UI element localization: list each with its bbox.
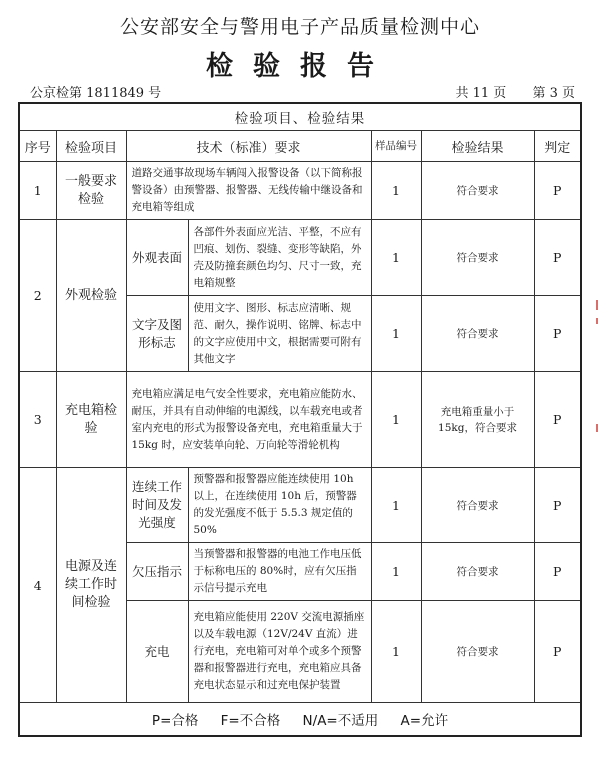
row-item: 电源及连续工作时间检验	[56, 468, 126, 703]
row-verdict: P	[534, 601, 581, 703]
row-result: 符合要求	[421, 543, 534, 601]
row-sample: 1	[371, 601, 421, 703]
row-result: 充电箱重量小于 15kg，符合要求	[421, 372, 534, 468]
legend-allowed: A=允许	[400, 713, 449, 729]
col-header-verdict: 判定	[534, 131, 581, 162]
row-seq: 1	[19, 162, 56, 220]
page-counter	[450, 82, 576, 101]
row-sample: 1	[371, 296, 421, 372]
sub-item-name: 连续工作时间及发光强度	[126, 468, 188, 543]
legend-fail: F=不合格	[220, 713, 281, 729]
edge-seal-mark	[596, 424, 598, 432]
table-caption: 检验项目、检验结果	[19, 103, 581, 131]
col-header-item: 检验项目	[56, 131, 126, 162]
edge-seal-mark	[596, 300, 598, 310]
row-verdict: P	[534, 296, 581, 372]
row-result: 符合要求	[421, 162, 534, 220]
verdict-legend	[19, 703, 581, 737]
row-verdict: P	[534, 162, 581, 220]
row-requirement: 预警器和报警器应能连续使用 10h 以上，在连续使用 10h 后，预警器的发光强度不低于 5.5.3 规定值的 50%	[188, 468, 371, 543]
row-sample: 1	[371, 162, 421, 220]
row-sample: 1	[371, 543, 421, 601]
row-item: 一般要求检验	[56, 162, 126, 220]
legend-row	[19, 703, 581, 737]
sub-item-name: 欠压指示	[126, 543, 188, 601]
row-requirement: 充电箱应能使用 220V 交流电源插座以及车载电源（12V/24V 直流）进行充电，充电箱可对单个或多个预警器和报警器进行充电，充电箱应具备充电状态显示和过充电保护装置	[188, 601, 371, 703]
report-number: 公京检第 1811849 号	[30, 86, 162, 101]
report-title: 检验报告	[206, 51, 394, 82]
row-result: 符合要求	[421, 220, 534, 296]
row-item: 外观检验	[56, 220, 126, 372]
row-seq: 2	[19, 220, 56, 372]
table-row	[19, 468, 581, 543]
edge-seal-mark	[596, 318, 598, 324]
row-verdict: P	[534, 220, 581, 296]
row-seq: 4	[19, 468, 56, 703]
row-sample: 1	[371, 220, 421, 296]
table-row	[19, 220, 581, 296]
table-row	[19, 372, 581, 468]
current-page: 第 3 页	[532, 86, 575, 101]
report-meta	[30, 82, 575, 101]
col-header-result: 检验结果	[421, 131, 534, 162]
row-sample: 1	[371, 468, 421, 543]
sub-item-name: 外观表面	[126, 220, 188, 296]
row-item: 充电箱检验	[56, 372, 126, 468]
table-row	[19, 162, 581, 220]
row-requirement: 使用文字、图形、标志应清晰、规范、耐久，操作说明、铭牌、标志中的文字应使用中文，根据需要可附有其他文字	[188, 296, 371, 372]
row-requirement: 道路交通事故现场车辆闯入报警设备（以下简称报警设备）由预警器、报警器、无线传输中继设备和充电箱等组成	[126, 162, 371, 220]
row-verdict: P	[534, 543, 581, 601]
sub-item-name: 文字及图形标志	[126, 296, 188, 372]
issuing-organization: 公安部安全与警用电子产品质量检测中心	[119, 16, 480, 38]
col-header-seq: 序号	[19, 131, 56, 162]
row-verdict: P	[534, 468, 581, 543]
row-result: 符合要求	[421, 468, 534, 543]
col-header-requirement: 技术（标准）要求	[126, 131, 371, 162]
total-pages: 共 11 页	[455, 86, 507, 101]
row-result: 符合要求	[421, 296, 534, 372]
row-sample: 1	[371, 372, 421, 468]
sub-item-name: 充电	[126, 601, 188, 703]
legend-na: N/A=不适用	[302, 713, 379, 729]
col-header-sample: 样品编号	[371, 131, 421, 162]
row-requirement: 当预警器和报警器的电池工作电压低于标称电压的 80%时，应有欠压指示信号提示充电	[188, 543, 371, 601]
row-requirement: 充电箱应满足电气安全性要求，充电箱应能防水、耐压，并具有自动伸缩的电源线，以车载充电或者室内充电的形式为报警设备充电，充电箱重量大于 15kg 时，应安装单向轮、万向轮等滑轮机构	[126, 372, 371, 468]
row-result: 符合要求	[421, 601, 534, 703]
row-seq: 3	[19, 372, 56, 468]
row-verdict: P	[534, 372, 581, 468]
table-header-row	[19, 131, 581, 162]
inspection-results-table	[18, 102, 582, 737]
legend-pass: P=合格	[151, 713, 199, 729]
row-requirement: 各部件外表面应光洁、平整，不应有凹痕、划伤、裂缝、变形等缺陷，外壳及防撞套颜色均匀、尺寸一致，充电箱规整	[188, 220, 371, 296]
